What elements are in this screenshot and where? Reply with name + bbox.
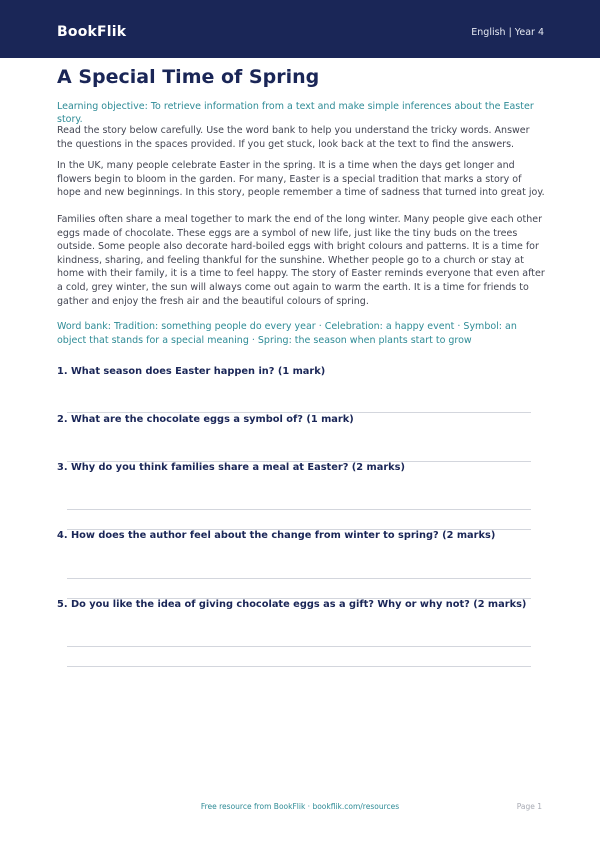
subject-year-label: English | Year 4 [471,27,544,38]
learning-objective: Learning objective: To retrieve information from a text and make simple inferences about the Easter story. [57,101,534,125]
question-5: 5. Do you like the idea of giving chocolate eggs as a gift? Why or why not? (2 marks) [57,599,527,610]
answer-line[interactable] [67,578,531,579]
question-4: 4. How does the author feel about the change from winter to spring? (2 marks) [57,530,496,541]
answer-line[interactable] [67,509,531,510]
header-bar [0,0,600,58]
brand-logo[interactable]: BookFlik [57,24,127,40]
question-2: 2. What are the chocolate eggs a symbol of? (1 mark) [57,414,354,425]
question-3: 3. Why do you think families share a meal at Easter? (2 marks) [57,462,405,473]
story-paragraph-1: In the UK, many people celebrate Easter in the spring. It is a time when the days get longer and flowers begin to bloom in the garden. For many, Easter is a special tradition that marks a story of hope and new beginnings. In this story, people remember a time of sadness that turned into great joy. [57,160,545,199]
footer-resource-link[interactable]: Free resource from BookFlik · bookflik.com/resources [200,802,400,811]
answer-line[interactable] [67,666,531,667]
story-paragraph-2: Families often share a meal together to mark the end of the long winter. Many people give each other eggs made of chocolate. These eggs are a symbol of new life, just like the tiny buds on the trees outside. Some people also decorate hard-boiled eggs with bright colours and patterns. It is a time for kindness, sharing, and feeling thankful for the sunshine. Whether people go to a church or stay at home with their family, it is a time to feel happy. The story of Easter reminds everyone that even after a cold, grey winter, the sun will always come out again to warm the earth. It is a time for friends to gather and enjoy the fresh air and the beautiful colours of spring. [57,214,545,307]
page-title: A Special Time of Spring [57,66,320,88]
answer-line[interactable] [67,646,531,647]
page-number: Page 1 [516,802,542,811]
instructions-paragraph: Read the story below carefully. Use the word bank to help you understand the tricky words. Answer the questions in the spaces provided. If you get stuck, look back at the text to find the answers. [57,125,530,150]
question-1: 1. What season does Easter happen in? (1 mark) [57,366,326,377]
word-bank: Word bank: Tradition: something people do every year · Celebration: a happy event · Symbol: an object that stands for a special meaning · Spring: the season when plants start to grow [57,321,517,346]
